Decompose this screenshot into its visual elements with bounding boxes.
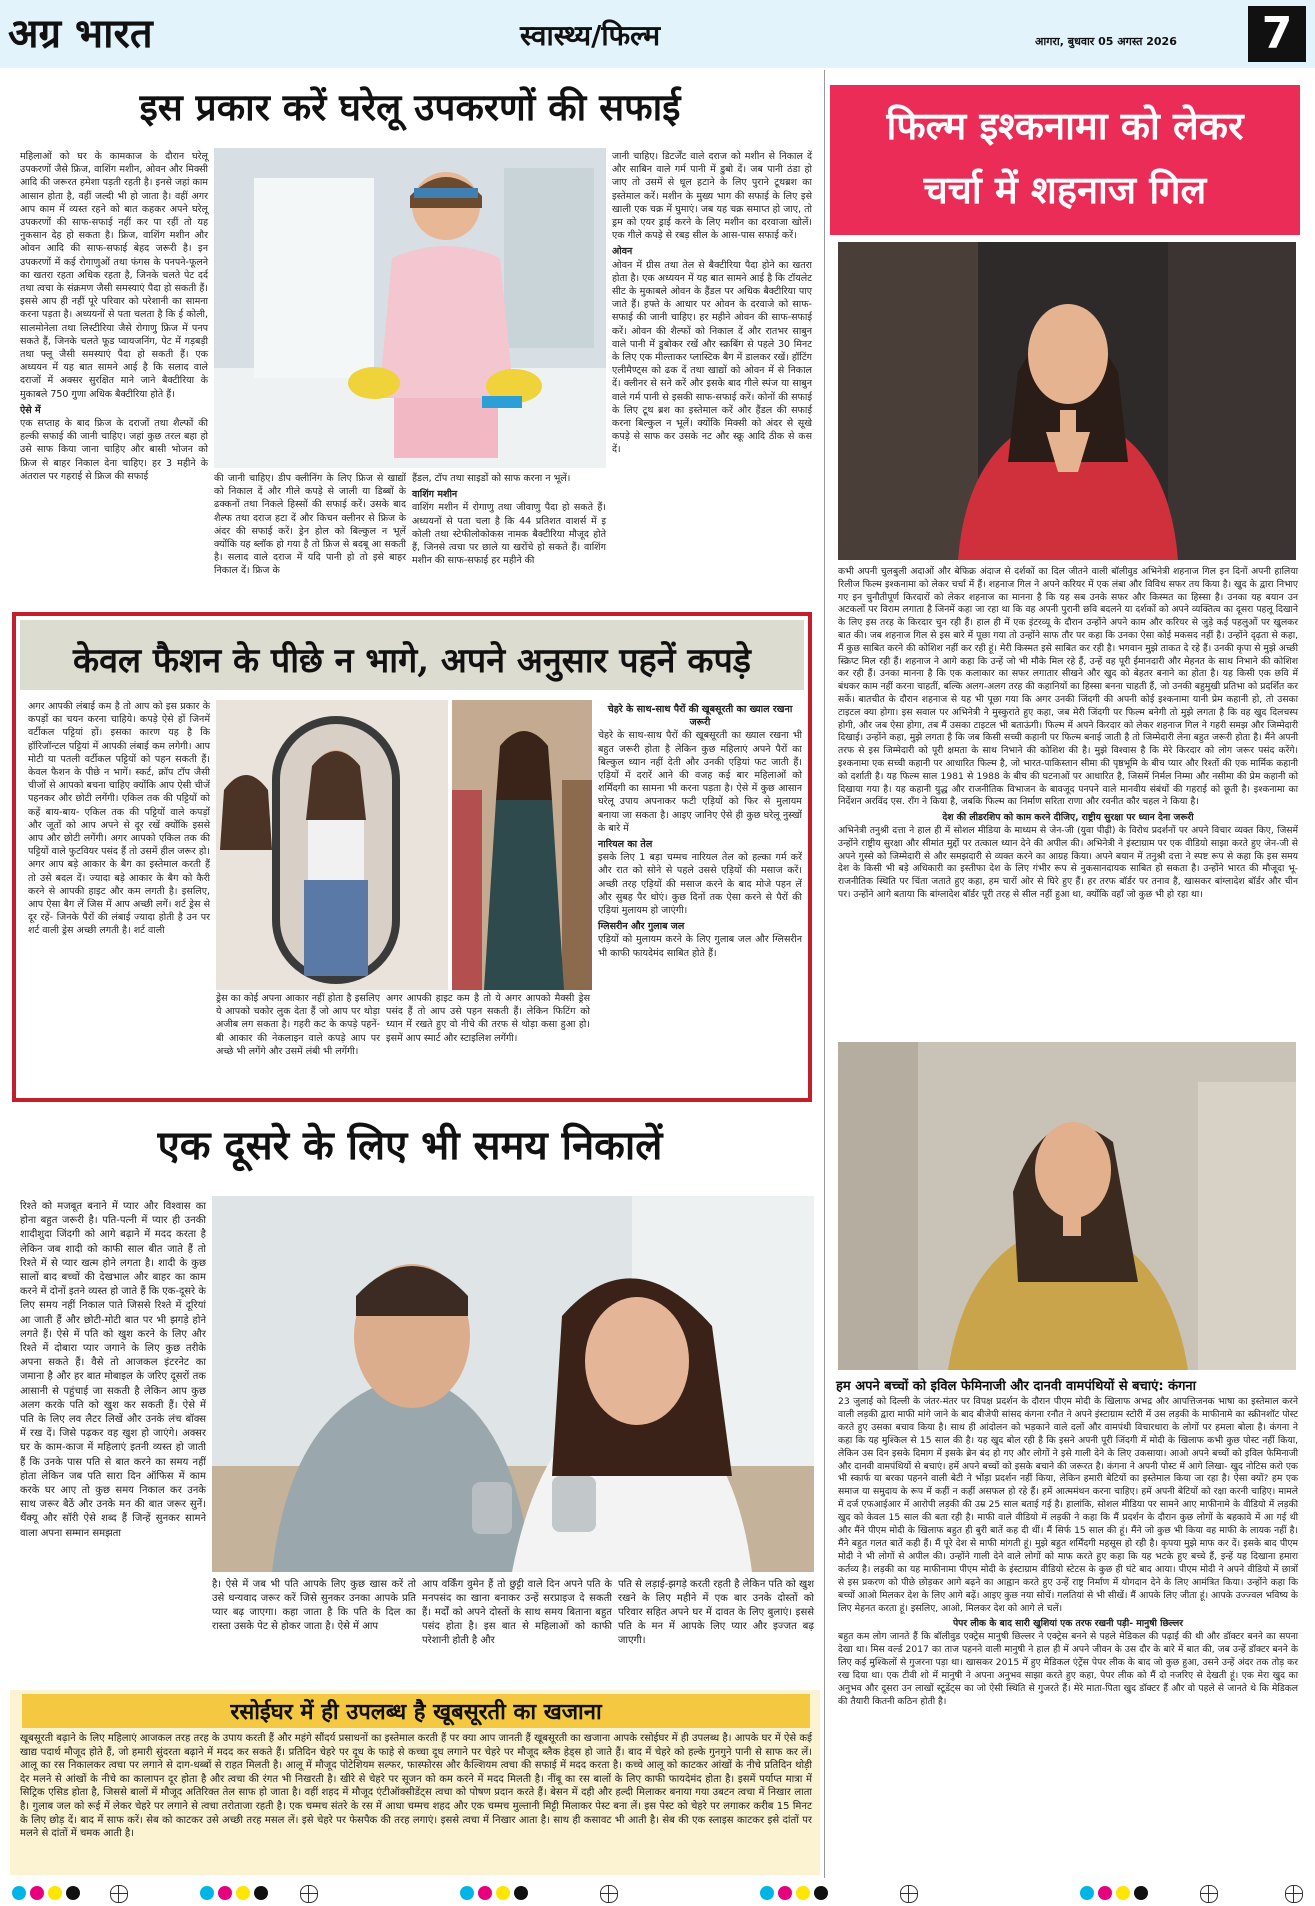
- sub-heading-oven: ओवन: [612, 246, 633, 258]
- cyan-dot: [200, 1886, 214, 1900]
- fashion-column-1: अगर आपकी लंबाई कम है तो आप को इस प्रकार के कपड़ों का चयन करना चाहिये। कपड़े ऐसे हों जिनमें वर्टीकल पट्टियां हों। इसका कारण यह है कि हॉरिजॉन्टल पट्टियां में आपकी लंबाई कम लगेगी। आप मोटी या पतली वर्टीकल पट्टियों को पहन सकती हैं। केवल फैशन के पीछे न भागें। स्कर्ट, क्रॉप टॉप जैसी चीजों से आपको बचना चाहिए क्योंकि आप ऐसी चीजें पहनकर और छोटी लगेंगी। एकिल तक की पट्टियों को कहें बाय-बाय- एकिल तक की पट्टियों वाले कपड़ों और जूतों को आप अपने से दूर रखें क्योंकि इससे आप और छोटी लगेंगी। अगर आपको एकिल तक की पट्टियों वाले फुटवियर पसंद हैं तो उसमें हील जरूर हो। अगर आप बड़े आकार के बैग का इस्तेमाल करती हैं तो उसे बदल दें। ज्यादा बड़े आकार के बैग को कैरी करने से आपकी हाइट और कम लगती है। इसलिए, आप ऐसा बैग लें जिस में आप अच्छी लगें। शर्ट ड्रेस से दूर रहें- जिनके पैरों की लंबाई ज्यादा होती है उन पर शर्ट वाली ड्रेस अच्छी लगती है। शर्ट वाली: [28, 701, 210, 937]
- column-divider: [824, 70, 825, 1878]
- shehnaaz-headline-line-1: फिल्म इश्कनामा को लेकर: [886, 103, 1244, 148]
- dress-shop-photo: [452, 700, 592, 990]
- registration-mark-icon: [900, 1885, 918, 1903]
- beauty-headline: रसोईघर में ही उपलब्ध है खूबसूरती का खजाना: [230, 1699, 602, 1725]
- shehnaaz-illustration: [838, 242, 1296, 560]
- sub-heading-fridge: ऐसे में: [20, 404, 41, 416]
- time-column-4: पति से लड़ाई-झगड़े करती रहती है लेकिन पति को खुश रखने के लिए महीने में एक बार उनके दोस्तों को परिवार सहित अपने घर में दावत के लिए बुलाएं। इससे पति के मन में आपके लिए प्यार और इज्जत बढ़ जाएगी।: [618, 1579, 814, 1646]
- yellow-dot: [236, 1886, 250, 1900]
- yellow-dot: [496, 1886, 510, 1900]
- appliances-column-3: हैंडल, टॉप तथा साइडों को साफ करना न भूलें। वाशिंग मशीन वाशिंग मशीन में रोगाणु तथा जीवाणु पैदा हो सकते हैं। अध्ययनों से पता चला है कि 44 प्रतिशत वाशर्स में इ कोली तथा स्टेफीलोकोकस नामक बैक्टीरिया मौजूद होते हैं, जिनसे त्वचा पर छाले या खरोंचे हो सकते हैं। वाशिंग मशीन की साफ-सफाई हर महीने की: [412, 473, 606, 567]
- mirror-illustration: [216, 700, 448, 990]
- kangana-photo: [838, 1042, 1296, 1370]
- magenta-dot: [1098, 1886, 1112, 1900]
- black-dot: [254, 1886, 268, 1900]
- registration-mark-icon: [600, 1885, 618, 1903]
- page-number: 7: [1248, 6, 1306, 62]
- shehnaaz-headline-box: [830, 85, 1300, 235]
- black-dot: [514, 1886, 528, 1900]
- dateline: आगरा, बुधवार 05 अगस्त 2026: [1035, 35, 1177, 48]
- yellow-dot: [796, 1886, 810, 1900]
- fashion-column-4: चेहरे के साथ-साथ पैरों की खूबसूरती का ख्याल रखना जरूरी चेहरे के साथ-साथ पैरों की खूबसूरती का ख्याल रखना भी बहुत जरूरी होता है लेकिन कुछ महिलाएं अपने पैरों का बिल्कुल ध्यान नहीं देती और उनकी एड़ियां फट जाती हैं। एड़ियों में दरारें आने की वजह कई बार महिलाओं को शर्मिंदगी का सामना भी करना पड़ता है। ऐसे में कुछ आसान घरेलू उपाय अपनाकर फटी एड़ियों को फिर से मुलायम बनाया जा सकता है। आइए जानिए ऐसे ही कुछ घरेलू नुस्खों के बारे में नारियल का तेल इसके लिए 1 बड़ा चम्मच नारियल तेल को हल्का गर्म करें और रात को सोने से पहले उससे एड़ियों की मसाज करें। अच्छी तरह एड़ियों की मसाज करने के बाद मोजे पहन लें और सुबह पैर धोएं। कुछ दिनों तक ऐसा करने से पैरों की एड़ियां मुलायम हो जाएंगी। ग्लिसरीन और गुलाब जल एड़ियों को मुलायम करने के लिए गुलाब जल और ग्लिसरीन भी काफी फायदेमंद साबित होते हैं।: [598, 704, 802, 959]
- newspaper-brand: अग्र भारत: [8, 10, 153, 57]
- kangana-illustration: [838, 1042, 1296, 1370]
- fashion-column-3: अगर आपकी हाइट कम है तो ये अगर आपको मैक्सी ड्रेस पसंद हैं तो आप उसे पहन सकती हैं। लेकिन फिटिंग को ध्यान में रखते हुए वो नीचे की तरफ से थोड़ा कसा हुआ हो। इसमें आप स्मार्ट और स्टाइलिश लगेंगी।: [386, 993, 590, 1044]
- appliances-column-1: महिलाओं को घर के कामकाज के दौरान घरेलू उपकरणों जैसे फ्रिज, वाशिंग मशीन, ओवन और मिक्सी आदि की जरूरत हमेशा पड़ती रहती है। इनसे जहां काम आसान होता है, वहीं जल्दी भी हो जाता है। वहीं अगर आप काम में व्यस्त रहने को बात कहकर अपने घरेलू उपकरणों की साफ-सफाई नहीं कर पा रहीं तो यह नुकसान देह हो सकता है। फ्रिज, वाशिंग मशीन और ओवन आदि की साफ-सफाई बेहद जरूरी है। इन उपकरणों में कई रोगाणुओं तथा फंगस के पनपने-फूलने का खतरा रहता अधिक रहता है, जिनके चलते पेट दर्द तथा त्वचा के संक्रमण जैसी समस्याएं पैदा हो सकती हैं। इससे आप ही नहीं पूरे परिवार को परेशानी का सामना करना पड़ता है। अध्ययनों से पता चलता है कि ई कोली, सालमोनेला तथा लिस्टीरिया जैसे रोगाणु फ्रिज में पनप सकते हैं, जिनके चलते फूड प्वायजनिंग, पेट में गड़बड़ी तथा फ्लू जैसी समस्याएं पैदा हो सकती हैं। एक अध्ययन में यह बात सामने आई है कि सलाद वाले दराजों में अक्सर सुरक्षित माने जाने बैक्टीरिया के मुकाबले 750 गुणा अधिक बैक्टीरिया होते हैं। ऐसे में एक सप्ताह के बाद फ्रिज के दराजों तथा शैल्फों की हल्की सफाई की जानी चाहिए। जहां कुछ तरल बहा हो उसे साफ किया जाना चाहिए और बासी भोजन को फ्रिज से बाहर निकाल देना चाहिए। हर 3 महीने के अंतराल पर गहराई से फ्रिज की सफाई: [20, 151, 208, 482]
- registration-mark-icon: [110, 1885, 128, 1903]
- registration-mark-icon: [1285, 1885, 1303, 1903]
- shehnaaz-headline-line-2: चर्चा में शहनाज गिल: [923, 167, 1207, 212]
- shehnaaz-photo: [838, 242, 1296, 560]
- time-column-3: आप वर्किंग वुमेन हैं तो छुट्टी वाले दिन अपने पति के मनपसंद का खाना बनाकर उन्हें सरप्राइज दे सकती हैं। मर्दों को अपने दोस्तों के साथ समय बिताना बहुत पसंद होता है। इस बात से महिलाओं को काफी परेशानी होती है और: [422, 1579, 612, 1646]
- black-dot: [1134, 1886, 1148, 1900]
- manushi-subheading: पेपर लीक के बाद सारी खुशियां एक तरफ रखनी पड़ी- मानुषी छिल्लर: [952, 1618, 1184, 1630]
- print-registration-bar: [0, 1880, 1315, 1906]
- cleaning-illustration: [214, 148, 606, 468]
- cyan-dot: [460, 1886, 474, 1900]
- tanushree-subheading: देश की लीडरशिप को काम करने दीजिए, राष्ट्रीय सुरक्षा पर ध्यान देना जरूरी: [942, 812, 1194, 824]
- fashion-headline: केवल फैशन के पीछे न भागे, अपने अनुसार पहनें कपड़े: [73, 641, 751, 681]
- black-dot: [66, 1886, 80, 1900]
- time-column-2: है। ऐसे में जब भी पति आपके लिए कुछ खास करें तो उसे धन्यवाद जरूर करें जिसे सुनकर उनका आपके प्रति प्यार बढ़ जाएगा। कहा जाता है कि पति के दिल का रास्ता उसके पेट से होकर जाता है। ऐसे में आप: [212, 1579, 416, 1632]
- beauty-body: खूबसूरती बढ़ाने के लिए महिलाएं आजकल तरह तरह के उपाय करती हैं और महंगे सौंदर्य प्रसाधनों का इस्तेमाल करती हैं पर क्या आप जानती हैं खूबसूरती का खजाना आपके रसोईघर में ही उपलब्ध है। आपके घर में ऐसे कई खाद्य पदार्थ मौजूद होते हैं, जो हमारी सुंदरता बढ़ाने में मदद कर सकते हैं। प्रतिदिन चेहरे पर दूध के फाहे से कच्चा दूध लगाने पर चेहरे पर मौजूद ब्लैक हेड्स हो जाते हैं। बाद में चेहरे को हल्के गुनगुने पानी से साफ कर लें। आलू का रस निकालकर त्वचा पर लगाने से दाग-धब्बों से राहत मिलती है। आलू में मौजूद पोटेशियम सल्फर, फास्फोरस और कैल्शियम त्वचा की सफाई में मदद करता है। कच्चे आलू को काटकर आंखों के नीचे प्रतिदिन थोड़ी देर मलने से आंखों के नीचे का कालापन दूर होता है और त्वचा की रंगत भी निखरती है। खीरे से चेहरे पर सूजन को कम करने में मदद मिलती है। नींबू का रस बालों के लिए काफी फायदेमंद होता है। इसमें पर्याप्त मात्रा में सिट्रिक एसिड होता है, जिससे बालों में मौजूद अतिरिक्त तेल साफ हो जाता है। वहीं शहद में मौजूद एंटीऑक्सीडेंट्स त्वचा को पोषण प्रदान करते हैं। बेसन में दही और हल्दी मिलाकर बनाया गया उबटन त्वचा में निखार लाता है। गुलाब जल को रूई में लेकर चेहरे पर लगाने से त्वचा तरोताजा रहती है। एक चम्मच संतरे के रस में आधा चम्मच शहद और एक चम्मच मुल्तानी मिट्टी मिलाकर पेस्ट बना लें। इस पेस्ट को चेहरे पर लगाकर करीब 15 मिनट के लिए छोड़ दें। बाद में साफ करें। सेब को काटकर उसे अच्छी तरह मसल लें। इसे चेहरे पर फेसपैक की तरह लगाएं। इससे त्वचा में निखार आता है। साथ ही कसावट भी आती है। सेब की एक स्लाइस काटकर इसे दांतों पर मलने से दांतों में चमक आती है।: [20, 1733, 812, 1840]
- sub-heading-washing-machine: वाशिंग मशीन: [412, 489, 458, 501]
- registration-mark-icon: [1200, 1885, 1218, 1903]
- time-column-1: रिश्ते को मजबूत बनाने में प्यार और विश्वास का होना बहुत जरूरी है। पति-पत्नी में प्यार ही उनकी शादीशुदा जिंदगी को आगे बढ़ाने में मदद करता है लेकिन जब शादी को काफी साल बीत जाते हैं तो रिश्ते में से प्यार खत्म होने लगता है। शादी के कुछ सालों बाद बच्चों की देखभाल और बाहर का काम करने में दोनों इतने व्यस्त हो जाते हैं कि एक-दूसरे के लिए समय नहीं निकाल पाते जिससे रिश्ते में दूरियां आ जाती हैं और छोटी-मोटी बात पर भी झगड़े होने लगते हैं। ऐसे में पति को खुश करने के लिए और रिश्ते में दोबारा प्यार जगाने के लिए कुछ तरीके अपना सकते हैं। वैसे तो आजकल इंटरनेट का जमाना है और हर बात मोबाइल के जरिए दूसरों तक आसानी से पहुंचाई जा सकती है लेकिन आप कुछ अलग करके पति को खुश कर सकती हैं। ऐसे में पति के लिए लव लैटर लिखें और उनके लंच बॉक्स में रख दें। जिसे पढ़कर वह खुश हो जाएंगे। अक्सर घर के काम-काज में महिलाएं इतनी व्यस्त हो जाती हैं कि उनके पास पति से बात करने का समय नहीं होता लेकिन जब पति सारा दिन ऑफिस में काम करके घर आए तो कुछ समय निकाल कर उनके साथ जरूर बैठें और उनके मन की बात जरूर सुनें। थैंक्यू और सॉरी ऐसे शब्द हैं जिन्हें सुनकर सामने वाला अपना सम्मान समझता: [20, 1201, 206, 1539]
- yellow-dot: [48, 1886, 62, 1900]
- cyan-dot: [12, 1886, 26, 1900]
- section-title: स्वास्थ्य/फिल्म: [520, 19, 661, 52]
- couple-illustration: [212, 1196, 814, 1572]
- magenta-dot: [478, 1886, 492, 1900]
- kangana-headline: हम अपने बच्चों को इविल फेमिनाजी और दानवी वामपंथियों से बचाएं: कंगना: [836, 1379, 1196, 1394]
- cleaning-woman-photo: [214, 148, 606, 468]
- mirror-woman-photo: [216, 700, 448, 990]
- cyan-dot: [760, 1886, 774, 1900]
- kangana-body: 23 जुलाई को दिल्ली के जंतर-मंतर पर विपक्ष प्रदर्शन के दौरान पीएम मोदी के खिलाफ अभद्र और आपत्तिजनक भाषा का इस्तेमाल करने वाली लड़की द्वारा माफी मांगे जाने के बाद बीजेपी सांसद कंगना रनौत ने अपने इंस्टाग्राम स्टोरी में उस लड़की के माफीनामे का स्क्रीनशॉट पोस्ट करते हुए उसका बचाव किया है। साथ ही आंदोलन को भड़काने वाले दलों और वामपंथी विचारधारा के लोगों पर हमला बोला है। कंगना ने कहा कि यह मुश्किल से 15 साल की है। यह खुद बोल रही है कि इसने अपनी पूरी जिंदगी में मोदी के खिलाफ कभी कुछ पोस्ट नहीं किया, लेकिन उस दिन इसके दिमाग में इसके ब्रेन बंद हो गए और लोगों ने इसे गाली देने के लिए उकसाया। आओ अपने बच्चों को इविल फेमिनाजी और दानवी वामपंथियों से बचाएं। हमें अपने बच्चों को इसके बचाने की जरूरत है। कंगना ने अपनी पोस्ट में आगे लिखा- खुद नोटिस करो एक भी स्कार्फ या बरका पहनने वाली बेटी ने भोंड़ा प्रदर्शन नहीं किया, लेकिन हमारी बेटियों का इस्तेमाल किया जा रहा है। ऐसा क्यों? हम एक समाज या समुदाय के रूप में कहीं न कहीं असफल हो रहे हैं। हमें आत्ममंथन करना चाहिए। हमें अपनी बेटियों को रक्षा करनी चाहिए। मामले में दर्ज एफआईआर में आरोपी लड़की की उम्र 25 साल बताई गई है। हालांकि, सोशल मीडिया पर सामने आए माफीनामे के वीडियो में लड़की खुद को केवल 15 साल की बता रही है। माफी वाले वीडियो में लड़की ने कहा कि मैं प्रदर्शन के दौरान कुछ लोगों के बहकावे में आ गई थी और मैंने पीएम मोदी के खिलाफ बहुत ही बुरी बातें कह दी थीं। मैं सिर्फ 15 साल की हूं। मैंने जो कुछ भी किया वह माफी के लायक नहीं है। मैंने बहुत गलत बातें कही हैं। मैं पूरे देश से माफी मांगती हूं। मुझे बहुत शर्मिंदगी महसूस हो रही है। कृपया मुझे माफ कर दें। इसके बाद पीएम मोदी ने भी लोगों से अपील की। उन्होंने गाली देने वाले लोगों को माफ करते हुए कहा कि यह भटके हुए बच्चे हैं, इन्हें यह दिखाना हमारा कर्तव्य है। लड़की का यह माफीनामा पीएम मोदी के इंस्टाग्राम वीडियो स्टेटस के कुछ ही घंटे बाद आया। पीएम मोदी ने अपने वीडियो में छात्रों से इस प्रकरण को पीछे छोड़कर आगे बढ़ने का आह्वान करते हुए उन्हें राष्ट्र निर्माण में योगदान देने के लिए आमंत्रित किया। उन्होंने कहा कि बच्चों आओ मिलकर देश के लिए आगे बढ़ें। आइए कुछ नया सोचें। गलतियां से भी सीखें। मैं आपके लिए जीता हूं। आपके उज्ज्वल भविष्य के लिए मेहनत करता हूं। इसलिए, आओ, मिलकर देश को आगे ले चलें। पेपर लीक के बाद सारी खुशियां एक तरफ रखनी पड़ी- मानुषी छिल्लर बहुत कम लोग जानते हैं कि बॉलीवुड एक्ट्रेस मानुषी छिल्लर ने एक्ट्रेस बनने से पहले मेडिकल की पढ़ाई की थी और डॉक्टर बनने का सपना देखा था। मिस वर्ल्ड 2017 का ताज पहनने वाली मानुषी ने हाल ही में अपने जीवन के उस दौर के बारे में बात की, जब उन्हें डॉक्टर बनने के लिए कई मुश्किलों से गुजरना पड़ा था। खासकर 2015 में हुए मेडिकल एंट्रेंस पेपर लीक के बाद जो कुछ हुआ, उसने उन्हें अंदर तक तोड़ कर रख दिया था। एक टीवी शो में मानुषी ने अपना अनुभव साझा करते हुए कहा, पेपर लीक को मैं दो नजरिए से देखती हूं। एक मेरा खुद का अनुभव और दूसरा उन लाखों स्टूडेंट्स का जो ऐसी स्थिति से गुजरते हैं। मेरे माता-पिता खुद डॉक्टर हैं और वो पहले से जानते थे कि मेडिकल की तैयारी कितनी कठिन होती है।: [838, 1396, 1298, 1707]
- appliances-column-2: की जानी चाहिए। डीप क्लीनिंग के लिए फ्रिज से खाद्यों को निकाल दें और गीले कपड़े से जाली या डिब्बों के ढक्कनों तथा निकले हिस्सों की सफाई करें। उसके बाद शैल्फ तथा दराज हटा दें और किचन क्लीनर से फ्रिज के अंदर की सफाई करें। ड्रेन होल को बिल्कुल न भूलें क्योंकि यह ब्लॉक हो गया है तो फ्रिज से बदबू आ सकती है। सलाद वाले दराज में यदि पानी हो तो इसे बाहर निकाल दें। फ्रिज के: [214, 473, 406, 577]
- appliances-column-4: जानी चाहिए। डिटर्जेंट वाले दराज को मशीन से निकाल दें और साबिन वाले गर्म पानी में डुबो दें। जब पानी ठंडा हो जाए तो उसमें से धूल हटाने के लिए पुराने टूथब्रश का इस्तेमाल करें। मशीन के मुख्य भाग की सफाई के लिए इसे खाली एक चक्र में घुमाएं। जब यह चक्र समाप्त हो जाए, तो ड्रम को एयर ड्राई करने के लिए मशीन का दरवाजा खोलें। एक गीले कपड़े से रबड़ सील के आस-पास सफाई करें। ओवन ओवन में ग्रीस तथा तेल से बैक्टीरिया पैदा होने का खतरा होता है। एक अध्ययन में यह बात सामने आई है कि टॉयलेट सीट के मुकाबले ओवन के हैंडल पर अधिक बैक्टीरिया पाए जाते हैं। हफ्ते के आधार पर ओवन के दरवाजे को साफ-सफाई की जानी चाहिए। हर महीने ओवन की साफ-सफाई करें। ओवन की शैल्फों को निकाल दें और रातभर साबुन वाले पानी में डुबोकर रखें और स्क्रबिंग से पहले 30 मिनट के लिए एक मील्ताकर प्लास्टिक बैग में डालकर रखें। हॉटिंग एलीमैण्ट्स को ढक दें तथा खाद्यों को ओवन में से निकाल दें। क्लीनर से सने करें और इसके बाद गीले स्पंज या साबुन वाले गर्म पानी से इसकी साफ-सफाई करें। कोनों की सफाई के लिए टूथ ब्रश का इस्तेमाल करें और हैंडल की सफाई करना बिल्कुल न भूलें। क्योंकि मिक्सी को अंदर से सूखे कपड़े से साफ कर उसके नट और स्क्रू आदि ठीक से कस दें।: [612, 151, 812, 456]
- magenta-dot: [30, 1886, 44, 1900]
- yellow-dot: [1116, 1886, 1130, 1900]
- registration-mark-icon: [300, 1885, 318, 1903]
- time-headline: एक दूसरे के लिए भी समय निकालें: [157, 1122, 663, 1169]
- cyan-dot: [1080, 1886, 1094, 1900]
- couple-photo: [212, 1196, 814, 1572]
- heels-subheading: चेहरे के साथ-साथ पैरों की खूबसूरती का ख्याल रखना जरूरी: [607, 704, 793, 729]
- shehnaaz-body: कभी अपनी चुलबुली अदाओं और बेफिक्र अंदाज से दर्शकों का दिल जीतने वाली बॉलीवुड अभिनेत्री शहनाज गिल इन दिनों अपनी हालिया रिलीज फिल्म इश्कनामा को लेकर चर्चा में हैं। शहनाज गिल ने अपने करियर में एक लंबा और विविध सफर तय किया है। खुद के द्वारा निभाए गए इन चुनौतीपूर्ण किरदारों को लेकर शहनाज का मानना है कि यह सब उनके सफर और किस्मत का हिस्सा है। उनका यह बयान उन अटकलों पर विराम लगाता है जिनमें कहा जा रहा था कि वह अपनी पुरानी छवि बदलने या दर्शकों को अपने व्यक्तित्व का दूसरा पहलू दिखाने के लिए इस तरह के किरदार चुन रही हैं। हाल ही में एक इंटरव्यू के दौरान उन्होंने अपने काम और करियर से जुड़े कई पहलुओं पर खुलकर बात की। जब शहनाज गिल से इस बारे में पूछा गया तो उन्होंने साफ तौर पर कहा कि उनका ऐसा कोई मकसद नहीं है। उन्होंने दृढ़ता से कहा, मैं कुछ साबित करने की कोशिश नहीं कर रही हूं। मेरी किस्मत इसे साबित कर रही है। भगवान मुझे ताकत दे रहे हैं। उनकी कृपा से मुझे अच्छी स्क्रिप्ट मिल रही हैं। शहनाज ने आगे कहा कि उन्हें जो भी मौके मिल रहे हैं, उन्हें वह पूरी ईमानदारी और मेहनत के साथ निभाने की कोशिश कर रही हैं। उनका मानना है कि एक कलाकार का सफर लगातार सीखने और खुद को बेहतर बनाने का होता है। यह किसी एक छवि में बंधकर काम नहीं करना चाहतीं, बल्कि अलग-अलग तरह की कहानियों का हिस्सा बनना चाहती हैं, जो उनकी बहुमुखी प्रतिभा को प्रदर्शित कर सकें। बातचीत के दौरान शहनाज से यह भी पूछा गया कि अगर उनकी जिंदगी की अपनी कोई इश्कनामा यानी प्रेम कहानी हो, तो उसका टाइटल क्या होगा। इस सवाल पर अभिनेत्री ने मुस्कुराते हुए कहा, जब मेरी जिंदगी पर फिल्म बनेगी तो मुझे लगता है कि वह खुद दिलचस्प होगी, और जब ऐसा होगा, तब मैं उसका टाइटल भी बताऊंगी। फिल्म में अपने किरदार को लेकर शहनाज गिल ने गहरी समझ और जिम्मेदारी दिखाई। उन्होंने कहा, मुझे लगता है कि जब किसी सच्ची कहानी पर फिल्म बनाई जाती है तो जिम्मेदारी लेना बहुत जरूरी होता है। मैंने अपनी तरफ से इस जिम्मेदारी को पूरी क्षमता के साथ निभाने की कोशिश की है। मुझे विश्वास है कि मेरे किरदार को लोग जरूर पसंद करेंगे। इश्कनामा एक सच्ची कहानी पर आधारित फिल्म है, जो भारत-पाकिस्तान सीमा की पृष्ठभूमि के बीच प्यार और रिश्तों की एक मार्मिक कहानी को दर्शाती है। यह फिल्म साल 1981 से 1988 के बीच की घटनाओं पर आधारित है, जिसमें निर्मल निम्मा और नसीमा की प्रेम कहानी को दिखाया गया है। यह कहानी युद्ध और राजनीतिक विभाजन के बावजूद पनपने वाले मानवीय संबंधों की गहराई को छूती है। इश्कनामा का निर्देशन अरविंद एस. राँग ने किया है, जबकि फिल्म का निर्माण सरिता राणा और रवनीत कौर चहल ने किया है। देश की लीडरशिप को काम करने दीजिए, राष्ट्रीय सुरक्षा पर ध्यान देना जरूरी अभिनेत्री तनुश्री दत्ता ने हाल ही में सोशल मीडिया के माध्यम से जेन-जी (युवा पीढ़ी) के विरोध प्रदर्शनों पर अपने विचार व्यक्त किए, जिसमें उन्होंने राष्ट्रीय सुरक्षा और सीमांत मुद्दों पर तत्काल ध्यान देने की अपील की। अभिनेत्री ने इंस्टाग्राम पर एक वीडियो साझा करते हुए जेन-जी से अपने गुस्से को जिम्मेदारी से और समझदारी से व्यक्त करने का आग्रह किया। अपने बयान में तनुश्री दत्ता ने स्पष्ट रूप से कहा कि इस समय देश के किसी भी बड़े अधिकारी का इस्तीफा देश के लिए गंभीर रूप से नुकसानदायक साबित हो सकता है। उन्होंने भारत की मौजूदा भू-राजनीतिक स्थिति पर चिंता जताते हुए कहा, हम चारों ओर से घिरे हुए हैं। हर तरफ बॉर्डर पर तनाव है, खासकर बांग्लादेश बॉर्डर और चीन पर। उन्होंने आगे बताया कि बांग्लादेश बॉर्डर पूरी तरह से सील नहीं हुआ था, क्योंकि वहाँ जो कुछ भी हो रहा था।: [838, 566, 1299, 900]
- black-dot: [814, 1886, 828, 1900]
- glycerin-subheading: ग्लिसरीन और गुलाब जल: [598, 921, 685, 933]
- fashion-column-2: ड्रेस का कोई अपना आकार नहीं होता है इसलिए ये आपको चकोर लुक देता हैं जो आप पर थोड़ा अजीब लग सकता है। गहरी कट के कपड़े पहनें- बी आकार की नेकलाइन वाले कपड़े आप पर अच्छे भी लगेंगे और उसमें लंबी भी लगेंगी।: [216, 993, 380, 1057]
- coconut-oil-subheading: नारियल का तेल: [598, 839, 653, 851]
- magenta-dot: [778, 1886, 792, 1900]
- magenta-dot: [218, 1886, 232, 1900]
- appliances-headline: इस प्रकार करें घरेलू उपकरणों की सफाई: [139, 85, 681, 129]
- dress-illustration: [452, 700, 592, 990]
